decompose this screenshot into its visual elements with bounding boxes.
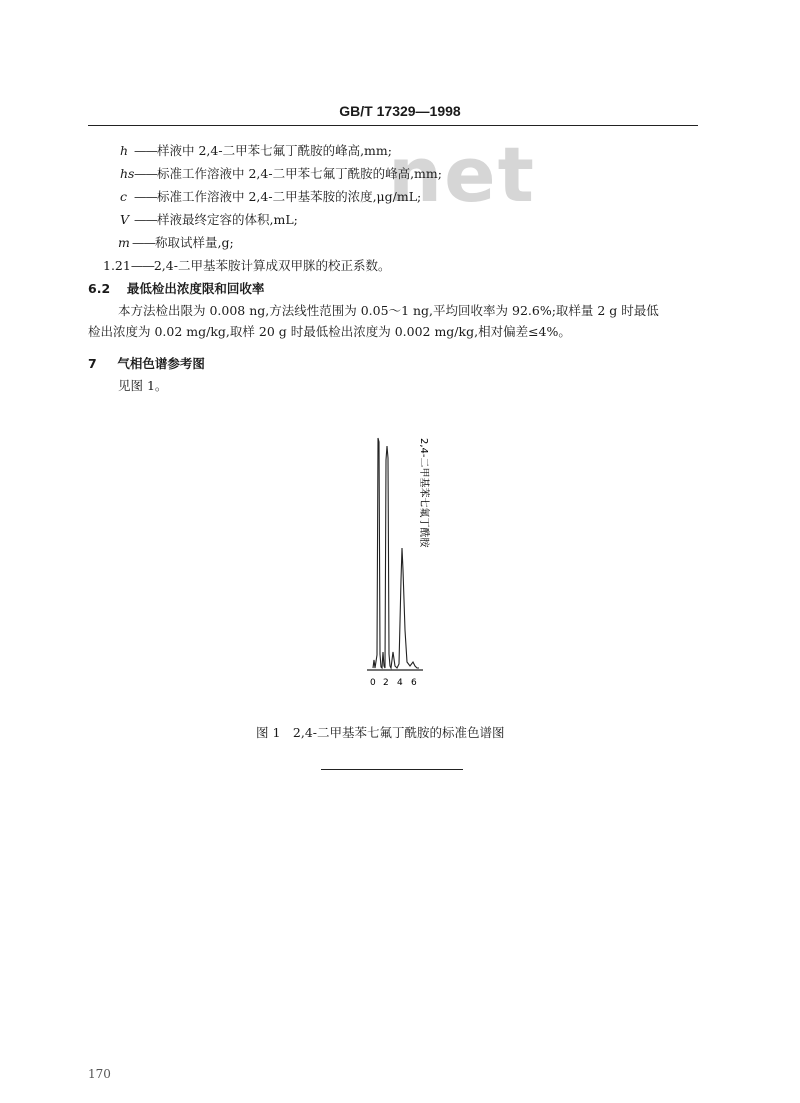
definition-var: m (118, 235, 130, 250)
definition-var: hs (120, 166, 135, 181)
page-number: 170 (88, 1067, 111, 1081)
section-number: 7 (88, 356, 97, 371)
x-tick-label: 2 (383, 678, 389, 688)
figure-caption: 图 1 2,4-二甲基苯七氟丁酰胺的标准色谱图 (256, 725, 505, 740)
definition-var: c (120, 189, 128, 204)
header-rule (88, 125, 698, 126)
definition-var: 1.21 (103, 258, 131, 273)
section-title: 最低检出浓度限和回收率 (126, 281, 265, 296)
definition-dash: —— (134, 212, 157, 227)
section-6-2-line1: 本方法检出限为 0.008 ng,方法线性范围为 0.05～1 ng,平均回收率为 92.6%;取样量 2 g 时最低 (118, 303, 659, 318)
definition-hs (120, 164, 442, 182)
definition-dash: —— (134, 143, 157, 158)
section-number: 6.2 (88, 281, 111, 296)
watermark: net (388, 130, 536, 219)
definition-dash: —— (134, 166, 157, 181)
section-7-body: 见图 1。 (118, 378, 168, 393)
definition-text: 标准工作溶液中 2,4-二甲基苯胺的浓度,μg/mL; (157, 189, 422, 204)
definition-dash: —— (134, 189, 157, 204)
x-tick-label: 6 (411, 678, 417, 688)
definition-text: 标准工作溶液中 2,4-二甲苯七氟丁酰胺的峰高,mm; (157, 166, 442, 181)
x-tick-label: 0 (370, 678, 376, 688)
definition-m (118, 233, 234, 251)
section-6-2-line2: 检出浓度为 0.02 mg/kg,取样 20 g 时最低检出浓度为 0.002 mg/kg,相对偏差≤4%。 (88, 324, 571, 339)
definition-text: 2,4-二甲基苯胺计算成双甲脒的校正系数。 (153, 258, 391, 273)
definition-h (120, 141, 392, 159)
section-6-2-heading (88, 279, 264, 297)
definition-c (120, 187, 421, 205)
definition-v (120, 210, 298, 228)
definition-var: V (120, 212, 130, 227)
peak-label: 2,4-二甲基苯七氟丁酰胺 (418, 438, 429, 548)
section-title: 气相色谱参考图 (117, 356, 205, 371)
end-rule (321, 769, 463, 770)
chromatogram-trace (373, 438, 419, 668)
definition-text: 称取试样量,g; (155, 235, 234, 250)
chromatogram (355, 430, 445, 690)
page-header: GB/T 17329—1998 (339, 103, 461, 119)
definition-dash: —— (130, 258, 154, 273)
definition-var: h (120, 143, 129, 158)
definition-text: 样液中 2,4-二甲苯七氟丁酰胺的峰高,mm; (157, 143, 392, 158)
definition-dash: —— (132, 235, 155, 250)
definition-text: 样液最终定容的体积,mL; (157, 212, 298, 227)
definition-factor (103, 256, 390, 274)
x-tick-label: 4 (397, 678, 403, 688)
section-7-heading (88, 354, 205, 372)
